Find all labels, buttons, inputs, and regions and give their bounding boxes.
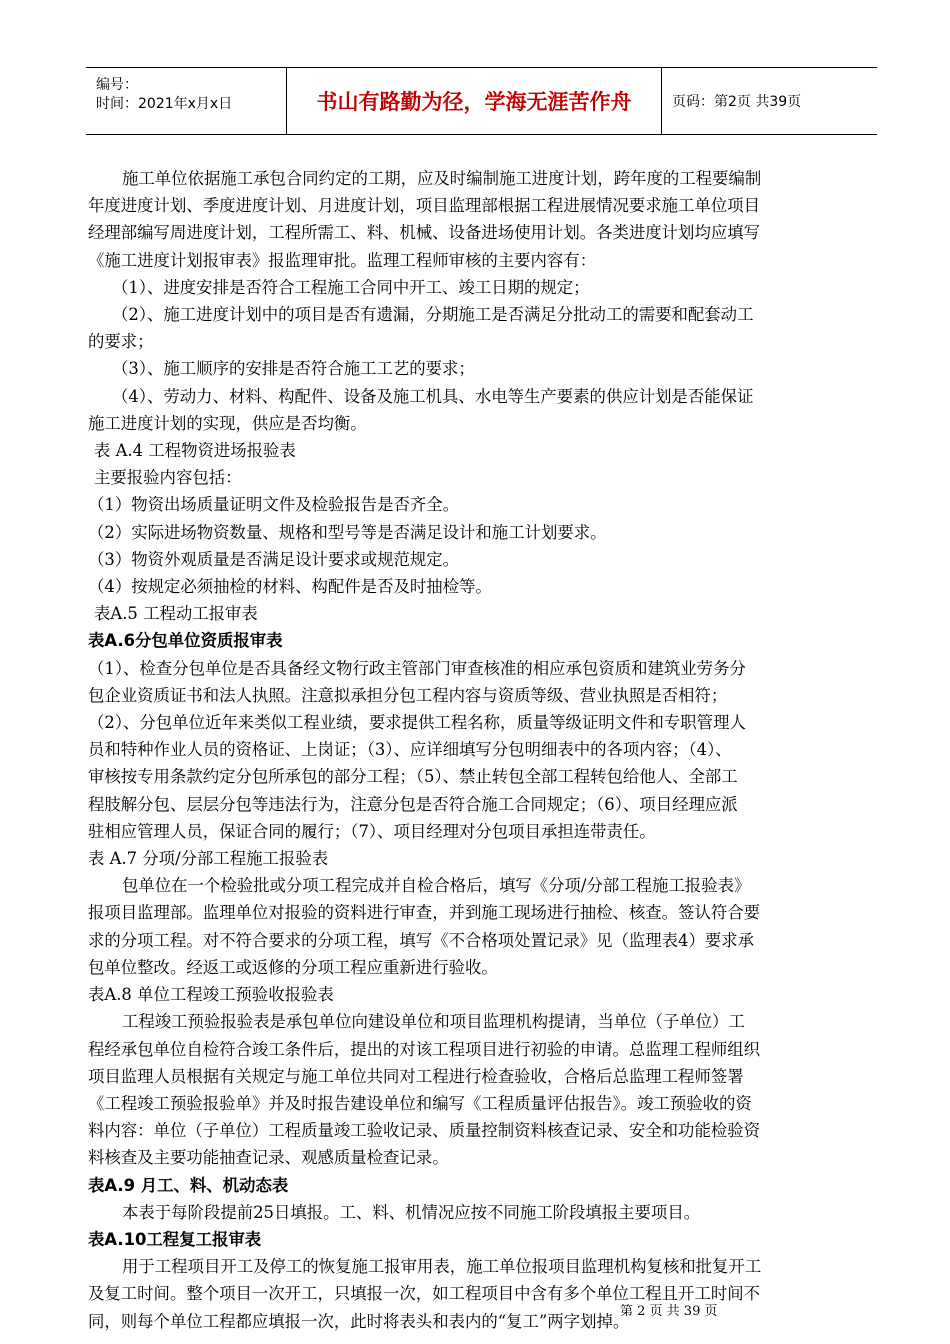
section-heading: 表A.9 月工、料、机动态表 bbox=[88, 1175, 289, 1195]
body-line: 报项目监理部。监理单位对报验的资料进行审查，并到施工现场进行抽检、核查。签认符合要 bbox=[88, 903, 761, 923]
body-line: 驻相应管理人员，保证合同的履行；（7）、项目经理对分包项目承担连带责任。 bbox=[88, 821, 656, 841]
section-heading: 表A.8 单位工程竣工预验收报验表 bbox=[88, 985, 334, 1005]
body-line: 经理部编写周进度计划，工程所需工、料、机械、设备进场使用计划。各类进度计划均应填写 bbox=[88, 223, 761, 243]
header-number: 编号： bbox=[96, 77, 138, 93]
body-line: 用于工程项目开工及停工的恢复施工报审用表，施工单位报项目监理机构复核和批复开工 bbox=[122, 1257, 762, 1277]
body-line: （2）、分包单位近年来类似工程业绩，要求提供工程名称，质量等级证明文件和专职管理人 bbox=[88, 713, 746, 733]
section-heading: 表 A.4 工程物资进场报验表 bbox=[94, 441, 296, 461]
body-line: 包企业资质证书和法人执照。注意拟承担分包工程内容与资质等级、营业执照是否相符； bbox=[88, 685, 728, 705]
body-line: 程经承包单位自检符合竣工条件后，提出的对该工程项目进行初验的申请。总监理工程师组织 bbox=[88, 1039, 761, 1059]
section-heading: 表 A.7 分项/分部工程施工报验表 bbox=[88, 849, 329, 869]
body-line: （1）、进度安排是否符合工程施工合同中开工、竣工日期的规定； bbox=[112, 277, 590, 297]
body-line: 《施工进度计划报审表》报监理审批。监理工程师审核的主要内容有： bbox=[88, 250, 597, 270]
body-line: （4）按规定必须抽检的材料、构配件是否及时抽检等。 bbox=[88, 577, 492, 597]
body-line: （1）物资出场质量证明文件及检验报告是否齐全。 bbox=[88, 495, 460, 515]
body-line: （4）、劳动力、材料、构配件、设备及施工机具、水电等生产要素的供应计划是否能保证 bbox=[112, 386, 754, 406]
section-heading: 表A.10工程复工报审表 bbox=[88, 1229, 262, 1249]
body-line: 主要报验内容包括： bbox=[94, 468, 242, 488]
body-line: 包单位整改。经返工或返修的分项工程应重新进行验收。 bbox=[88, 957, 498, 977]
body-line: 审核按专用条款约定分包所承包的部分工程；（5）、禁止转包全部工程转包给他人、全部工 bbox=[88, 767, 738, 787]
section-heading: 表A.6分包单位资质报审表 bbox=[88, 631, 283, 651]
body-line: 同，则每个单位工程都应填报一次，此时将表头和表内的“复工”两字划掉。 bbox=[88, 1311, 630, 1331]
body-line: （1）、检查分包单位是否具备经文物行政主管部门审查核准的相应承包资质和建筑业劳务分 bbox=[88, 658, 746, 678]
document-header bbox=[86, 67, 877, 135]
body-line: 本表于每阶段提前25日填报。工、料、机情况应按不同施工阶段填报主要项目。 bbox=[122, 1202, 701, 1222]
body-line: 的要求； bbox=[88, 332, 154, 352]
body-line: 项目监理人员根据有关规定与施工单位共同对工程进行检查验收，合格后总监理工程师签署 bbox=[88, 1066, 744, 1086]
body-line: （3）物资外观质量是否满足设计要求或规范规定。 bbox=[88, 549, 460, 569]
body-line: 料内容：单位（子单位）工程质量竣工验收记录、质量控制资料核查记录、安全和功能检验资 bbox=[88, 1121, 761, 1141]
body-line: 包单位在一个检验批或分项工程完成并自检合格后，填写《分项/分部工程施工报验表》 bbox=[122, 876, 751, 896]
header-meta-cell bbox=[86, 68, 287, 134]
body-line: 料核查及主要功能抽查记录、观感质量检查记录。 bbox=[88, 1148, 449, 1168]
header-motto: 书山有路勤为径，学海无涯苦作舟 bbox=[316, 90, 632, 114]
body-line: （2）、施工进度计划中的项目是否有遗漏，分期施工是否满足分批动工的需要和配套动工 bbox=[112, 305, 754, 325]
body-line: 工程竣工预验报验表是承包单位向建设单位和项目监理机构提请，当单位（子单位）工 bbox=[122, 1012, 745, 1032]
body-line: 及复工时间。整个项目一次开工，只填报一次，如工程项目中含有多个单位工程且开工时间不 bbox=[88, 1284, 761, 1304]
header-time: 时间：2021年x月x日 bbox=[96, 96, 233, 112]
body-line: 年度进度计划、季度进度计划、月进度计划，项目监理部根据工程进展情况要求施工单位项目 bbox=[88, 196, 761, 216]
body-line: 《工程竣工预验报验单》并及时报告建设单位和编写《工程质量评估报告》。竣工预验收的资 bbox=[88, 1093, 752, 1113]
body-line: 求的分项工程。对不符合要求的分项工程，填写《不合格项处置记录》见（监理表4）要求承 bbox=[88, 930, 755, 950]
body-line: 施工进度计划的实现，供应是否均衡。 bbox=[88, 413, 367, 433]
body-line: 施工单位依据施工承包合同约定的工期，应及时编制施工进度计划，跨年度的工程要编制 bbox=[122, 169, 762, 188]
body-line: 程肢解分包、层层分包等违法行为，注意分包是否符合施工合同规定；（6）、项目经理应派 bbox=[88, 794, 738, 814]
body-line: 员和特种作业人员的资格证、上岗证；（3）、应详细填写分包明细表中的各项内容；（4）、 bbox=[88, 740, 732, 760]
document-body bbox=[88, 165, 880, 1335]
page-footer: 第 2 页 共 39 页 bbox=[620, 1304, 718, 1319]
header-page-number: 页码：第2页 共39页 bbox=[672, 94, 802, 110]
body-line: （2）实际进场物资数量、规格和型号等是否满足设计和施工计划要求。 bbox=[88, 522, 607, 542]
header-motto-cell bbox=[287, 68, 662, 134]
body-line: （3）、施工顺序的安排是否符合施工工艺的要求； bbox=[112, 359, 475, 379]
section-heading: 表A.5 工程动工报审表 bbox=[94, 604, 258, 624]
